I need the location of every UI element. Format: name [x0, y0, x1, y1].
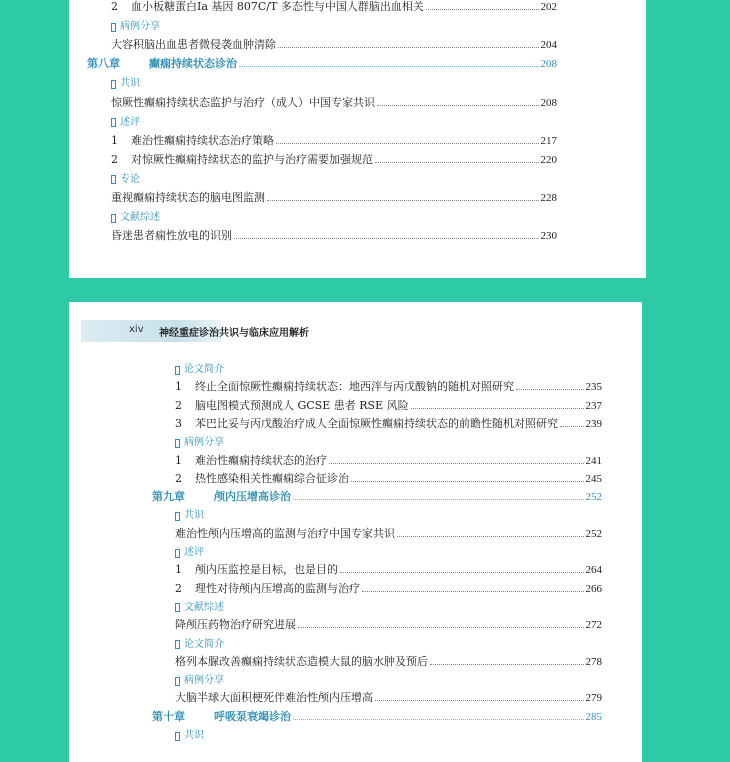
toc-entry[interactable]	[111, 229, 557, 243]
section-marker-icon	[175, 549, 180, 558]
toc-entry[interactable]	[111, 96, 557, 110]
toc-entry[interactable]	[111, 153, 557, 167]
chapter-entry[interactable]	[152, 490, 602, 504]
toc-entry[interactable]	[175, 527, 602, 541]
entry-number: 1	[111, 133, 118, 147]
chapter-entry[interactable]	[152, 710, 602, 724]
chapter-number: 第九章	[152, 490, 185, 504]
dot-leader	[340, 572, 584, 573]
dot-leader	[267, 200, 539, 201]
section-marker-icon	[175, 512, 180, 521]
toc-entry[interactable]	[175, 417, 602, 431]
dot-leader	[278, 47, 539, 48]
page-number: 272	[585, 619, 602, 632]
dot-leader	[234, 238, 539, 239]
chapter-entry[interactable]	[87, 57, 557, 71]
chapter-number: 第十章	[152, 709, 185, 723]
page-number: 237	[585, 399, 602, 412]
section-label	[175, 364, 224, 376]
entry-title: 重视癫痫持续状态的脑电图监测	[111, 191, 265, 204]
section-label	[175, 675, 224, 687]
section-label-text: 专论	[120, 173, 140, 185]
page-number: 264	[585, 564, 602, 577]
section-marker-icon	[175, 439, 180, 448]
page-number: 252	[585, 527, 602, 540]
dot-leader	[375, 162, 539, 163]
toc-entry[interactable]	[175, 691, 602, 705]
page-number: 228	[540, 192, 557, 204]
section-marker-icon	[175, 732, 180, 741]
section-label-text: 文献综述	[184, 601, 224, 613]
entry-title: 昏迷患者痫性放电的识别	[111, 229, 232, 243]
toc-entry[interactable]	[175, 582, 602, 596]
section-label	[175, 730, 204, 742]
section-label	[111, 78, 140, 90]
page-number: 220	[540, 153, 557, 166]
entry-number: 2	[175, 398, 182, 412]
page-number: 208	[540, 58, 557, 71]
section-label	[175, 547, 204, 559]
entry-title: 热性感染相关性癫痫综合征诊治	[195, 471, 349, 485]
dot-leader	[397, 536, 584, 537]
page-number: 239	[585, 417, 602, 430]
section-label	[111, 21, 160, 33]
chapter-title: 颅内压增高诊治	[214, 490, 291, 504]
section-label-text: 病例分享	[184, 437, 224, 449]
page-number: 230	[540, 230, 557, 243]
toc-page-lower	[69, 302, 642, 762]
header-page-number: xiv	[129, 324, 144, 335]
section-marker-icon	[111, 80, 116, 89]
dot-leader	[411, 408, 584, 409]
entry-number: 2	[111, 0, 118, 13]
page-number: 241	[585, 454, 602, 467]
dot-leader	[375, 700, 584, 701]
entry-title: 惊厥性癫痫持续状态监护与治疗（成人）中国专家共识	[111, 95, 375, 109]
page-number: 204	[540, 39, 557, 52]
toc-entry[interactable]	[175, 655, 602, 669]
entry-title: 大脑半球大面积梗死伴难治性颅内压增高	[175, 691, 373, 705]
section-label	[175, 602, 224, 614]
section-marker-icon	[111, 23, 116, 32]
page-number: 217	[540, 134, 557, 147]
chapter-number: 第八章	[87, 57, 120, 71]
entry-number: 2	[175, 471, 182, 485]
toc-entry[interactable]	[175, 399, 602, 413]
section-label-text: 共识	[120, 78, 140, 90]
section-label-text: 述评	[184, 547, 204, 558]
page-number: 235	[585, 381, 602, 394]
entry-number: 2	[111, 152, 118, 166]
toc-entry[interactable]	[175, 472, 602, 486]
section-label-text: 文献综述	[120, 212, 160, 224]
section-label	[175, 510, 204, 522]
entry-title: 颅内压监控是目标，也是目的	[195, 563, 338, 577]
entry-number: 1	[175, 453, 182, 467]
section-label-text: 共识	[184, 730, 204, 741]
dot-leader	[430, 664, 584, 665]
toc-entry[interactable]	[111, 38, 557, 52]
entry-title: 血小板糖蛋白Ⅰa 基因 807C/T 多态性与中国人群脑出血相关	[131, 0, 424, 13]
section-label	[111, 212, 160, 224]
toc-entry[interactable]	[175, 618, 602, 632]
dot-leader	[239, 66, 539, 67]
toc-entry[interactable]	[175, 380, 602, 394]
entry-title: 脑电图模式预测成人 GCSE 患者 RSE 风险	[195, 398, 409, 412]
page-number: 208	[540, 96, 557, 109]
section-marker-icon	[111, 214, 116, 223]
entry-title: 难治性癫痫持续状态的治疗	[195, 453, 327, 467]
dot-leader	[362, 591, 584, 592]
section-marker-icon	[111, 175, 116, 184]
entry-number: 3	[175, 416, 182, 430]
toc-entry[interactable]	[111, 0, 557, 14]
section-label-text: 病例分享	[120, 21, 160, 33]
entry-title: 理性对待颅内压增高的监测与治疗	[195, 581, 360, 595]
toc-page-upper	[69, 0, 646, 278]
section-marker-icon	[175, 366, 180, 375]
section-label-text: 论文简介	[184, 364, 224, 375]
section-label	[111, 117, 140, 129]
section-label	[175, 437, 224, 449]
entry-title: 难治性颅内压增高的监测与治疗中国专家共识	[175, 526, 395, 540]
page-number: 278	[585, 655, 602, 668]
toc-entry[interactable]	[175, 563, 602, 577]
section-label-text: 共识	[184, 510, 204, 522]
dot-leader	[426, 9, 539, 10]
dot-leader	[377, 105, 539, 106]
dot-leader	[293, 499, 584, 500]
entry-title: 终止全面惊厥性癫痫持续状态：地西泮与丙戊酸钠的随机对照研究	[195, 380, 514, 394]
entry-number: 1	[175, 380, 182, 394]
header-book-title: 神经重症诊治共识与临床应用解析	[159, 328, 309, 339]
dot-leader	[298, 627, 584, 628]
section-label-text: 述评	[120, 116, 140, 128]
section-label-text: 论文简介	[184, 638, 224, 650]
toc-entry[interactable]	[111, 134, 557, 148]
toc-entry[interactable]	[175, 454, 602, 468]
dot-leader	[329, 463, 584, 464]
section-marker-icon	[111, 118, 116, 127]
section-label-text: 病例分享	[184, 675, 224, 687]
dot-leader	[560, 426, 584, 427]
page-number: 202	[540, 1, 557, 13]
page-number: 279	[585, 692, 602, 705]
dot-leader	[293, 719, 584, 720]
toc-entry[interactable]	[111, 191, 557, 205]
entry-title: 降颅压药物治疗研究进展	[175, 618, 296, 632]
entry-number: 2	[175, 581, 182, 595]
dot-leader	[516, 389, 584, 390]
section-marker-icon	[175, 677, 180, 686]
entry-title: 大容积脑出血患者微侵袭血肿清除	[111, 38, 276, 52]
section-marker-icon	[175, 640, 180, 649]
page-number: 266	[585, 582, 602, 595]
page-number: 245	[585, 472, 602, 485]
entry-title: 苯巴比妥与丙戊酸治疗成人全面惊厥性癫痫持续状态的前瞻性随机对照研究	[195, 416, 558, 430]
section-label	[111, 174, 140, 186]
section-marker-icon	[175, 603, 180, 612]
entry-title: 难治性癫痫持续状态治疗策略	[131, 133, 274, 147]
chapter-title: 癫痫持续状态诊治	[149, 57, 237, 71]
page-number: 252	[585, 491, 602, 504]
section-label	[175, 639, 224, 651]
page-number: 285	[585, 710, 602, 723]
dot-leader	[276, 143, 539, 144]
dot-leader	[351, 481, 584, 482]
chapter-title: 呼吸泵衰竭诊治	[214, 709, 291, 723]
entry-number: 1	[175, 563, 182, 577]
entry-title: 对惊厥性癫痫持续状态的监护与治疗需要加强规范	[131, 152, 373, 166]
entry-title: 格列本脲改善癫痫持续状态造模大鼠的脑水肿及预后	[175, 654, 428, 668]
